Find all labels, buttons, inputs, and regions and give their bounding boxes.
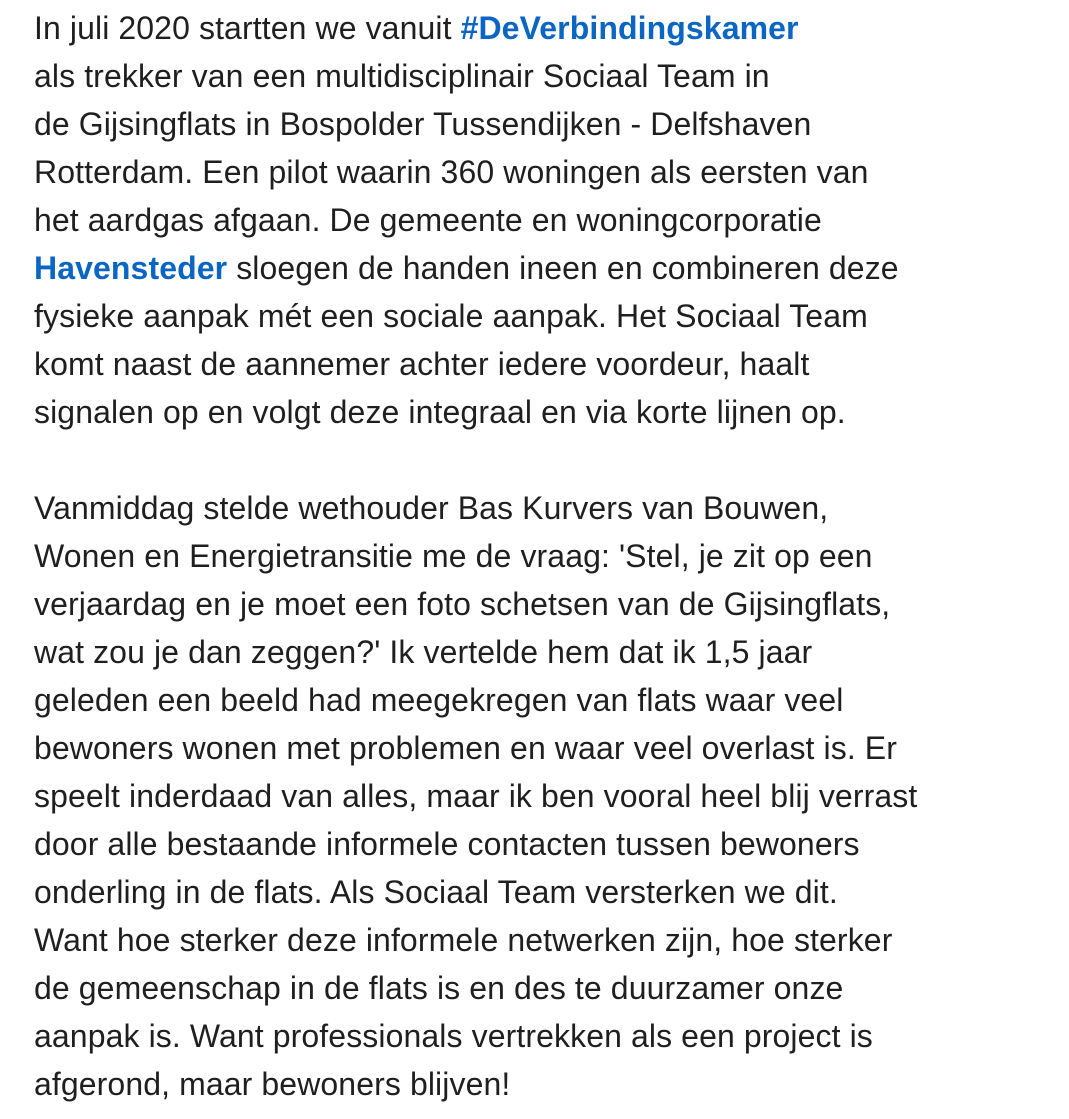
text-line: speelt inderdaad van alles, maar ik ben vooral heel blij verrast [34, 778, 918, 814]
text-line: afgerond, maar bewoners blijven! [34, 1066, 511, 1102]
text-line: Vanmiddag stelde wethouder Bas Kurvers van Bouwen, [34, 490, 829, 526]
text-line: verjaardag en je moet een foto schetsen van de Gijsingflats, [34, 586, 891, 622]
text-line: wat zou je dan zeggen?' Ik vertelde hem dat ik 1,5 jaar [34, 634, 813, 670]
text-line: fysieke aanpak mét een sociale aanpak. Het Sociaal Team [34, 298, 868, 334]
text-line: als trekker van een multidisciplinair Sociaal Team in [34, 58, 770, 94]
company-mention-link[interactable]: Havensteder [34, 250, 228, 286]
text-line: de Gijsingflats in Bospolder Tussendijken - Delfshaven [34, 106, 812, 142]
text-segment: sloegen de handen ineen en combineren deze [227, 250, 899, 286]
text-line: Rotterdam. Een pilot waarin 360 woningen als eersten van [34, 154, 869, 190]
post-body [34, 4, 1064, 1108]
text-line [34, 4, 1064, 52]
paragraph-2 [34, 484, 1064, 1108]
paragraph-spacer [34, 436, 1064, 484]
text-line [34, 244, 1064, 292]
text-line: Want hoe sterker deze informele netwerken zijn, hoe sterker [34, 922, 893, 958]
text-line: onderling in de flats. Als Sociaal Team versterken we dit. [34, 874, 838, 910]
text-line: komt naast de aannemer achter iedere voordeur, haalt [34, 346, 810, 382]
text-line: signalen op en volgt deze integraal en via korte lijnen op. [34, 394, 846, 430]
text-line: door alle bestaande informele contacten tussen bewoners [34, 826, 860, 862]
text-line: aanpak is. Want professionals vertrekken als een project is [34, 1018, 873, 1054]
text-line: de gemeenschap in de flats is en des te duurzamer onze [34, 970, 844, 1006]
text-line: bewoners wonen met problemen en waar veel overlast is. Er [34, 730, 898, 766]
text-segment: In juli 2020 startten we vanuit [34, 10, 461, 46]
hashtag-link[interactable]: #DeVerbindingskamer [460, 10, 799, 46]
text-line: het aardgas afgaan. De gemeente en woningcorporatie [34, 202, 822, 238]
paragraph-1 [34, 4, 1064, 436]
text-line: geleden een beeld had meegekregen van flats waar veel [34, 682, 844, 718]
text-line: Wonen en Energietransitie me de vraag: 'Stel, je zit op een [34, 538, 873, 574]
